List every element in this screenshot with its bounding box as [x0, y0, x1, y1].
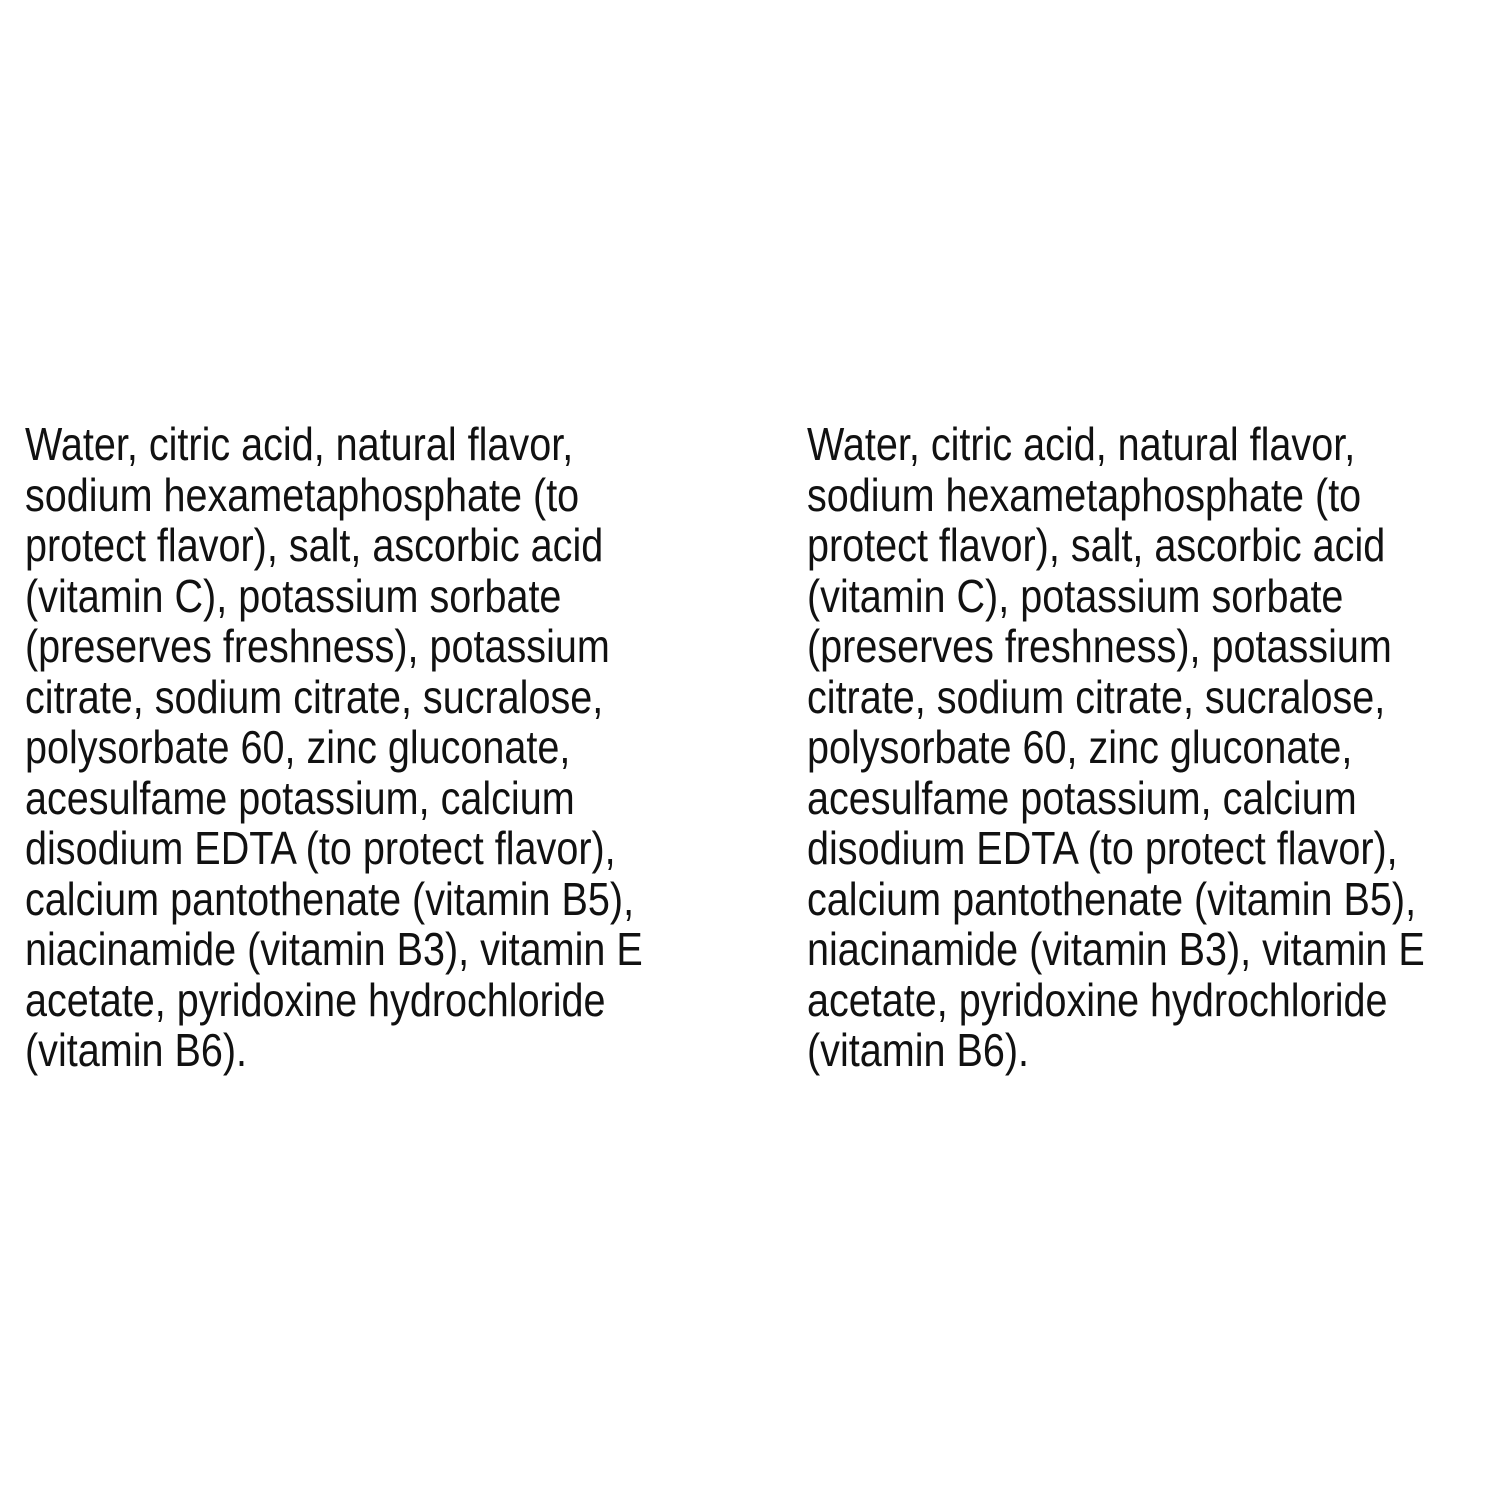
ingredient-line: niacinamide (vitamin B3), vitamin E	[25, 923, 643, 975]
ingredient-line: citrate, sodium citrate, sucralose,	[25, 670, 604, 723]
ingredient-line: polysorbate 60, zinc gluconate,	[25, 721, 571, 773]
ingredient-line: calcium pantothenate (vitamin B5),	[25, 872, 635, 925]
ingredient-line: protect flavor), salt, ascorbic acid	[807, 519, 1386, 571]
ingredient-line: disodium EDTA (to protect flavor),	[807, 822, 1398, 874]
ingredient-line: sodium hexametaphosphate (to	[25, 468, 580, 521]
ingredient-line: polysorbate 60, zinc gluconate,	[807, 721, 1353, 773]
ingredient-line: (preserves freshness), potassium	[807, 620, 1392, 672]
ingredients-panel-left	[25, 419, 725, 1076]
ingredient-line: niacinamide (vitamin B3), vitamin E	[807, 923, 1425, 975]
ingredient-line: (preserves freshness), potassium	[25, 620, 610, 672]
ingredient-line: Water, citric acid, natural flavor,	[25, 418, 574, 470]
ingredient-line: acetate, pyridoxine hydrochloride	[25, 973, 606, 1026]
ingredient-line: (vitamin B6).	[25, 1024, 248, 1076]
ingredients-panel-right	[807, 419, 1500, 1076]
ingredient-line: (vitamin C), potassium sorbate	[807, 569, 1344, 622]
ingredient-line: calcium pantothenate (vitamin B5),	[807, 872, 1417, 925]
ingredient-line: protect flavor), salt, ascorbic acid	[25, 519, 604, 571]
ingredient-line: acesulfame potassium, calcium	[807, 771, 1357, 824]
ingredient-line: citrate, sodium citrate, sucralose,	[807, 670, 1386, 723]
ingredient-line: disodium EDTA (to protect flavor),	[25, 822, 616, 874]
ingredient-line: (vitamin C), potassium sorbate	[25, 569, 562, 622]
ingredient-line: sodium hexametaphosphate (to	[807, 468, 1362, 521]
ingredient-line: (vitamin B6).	[807, 1024, 1030, 1076]
ingredient-line: Water, citric acid, natural flavor,	[807, 418, 1356, 470]
ingredient-line: acesulfame potassium, calcium	[25, 771, 575, 824]
ingredient-line: acetate, pyridoxine hydrochloride	[807, 973, 1388, 1026]
